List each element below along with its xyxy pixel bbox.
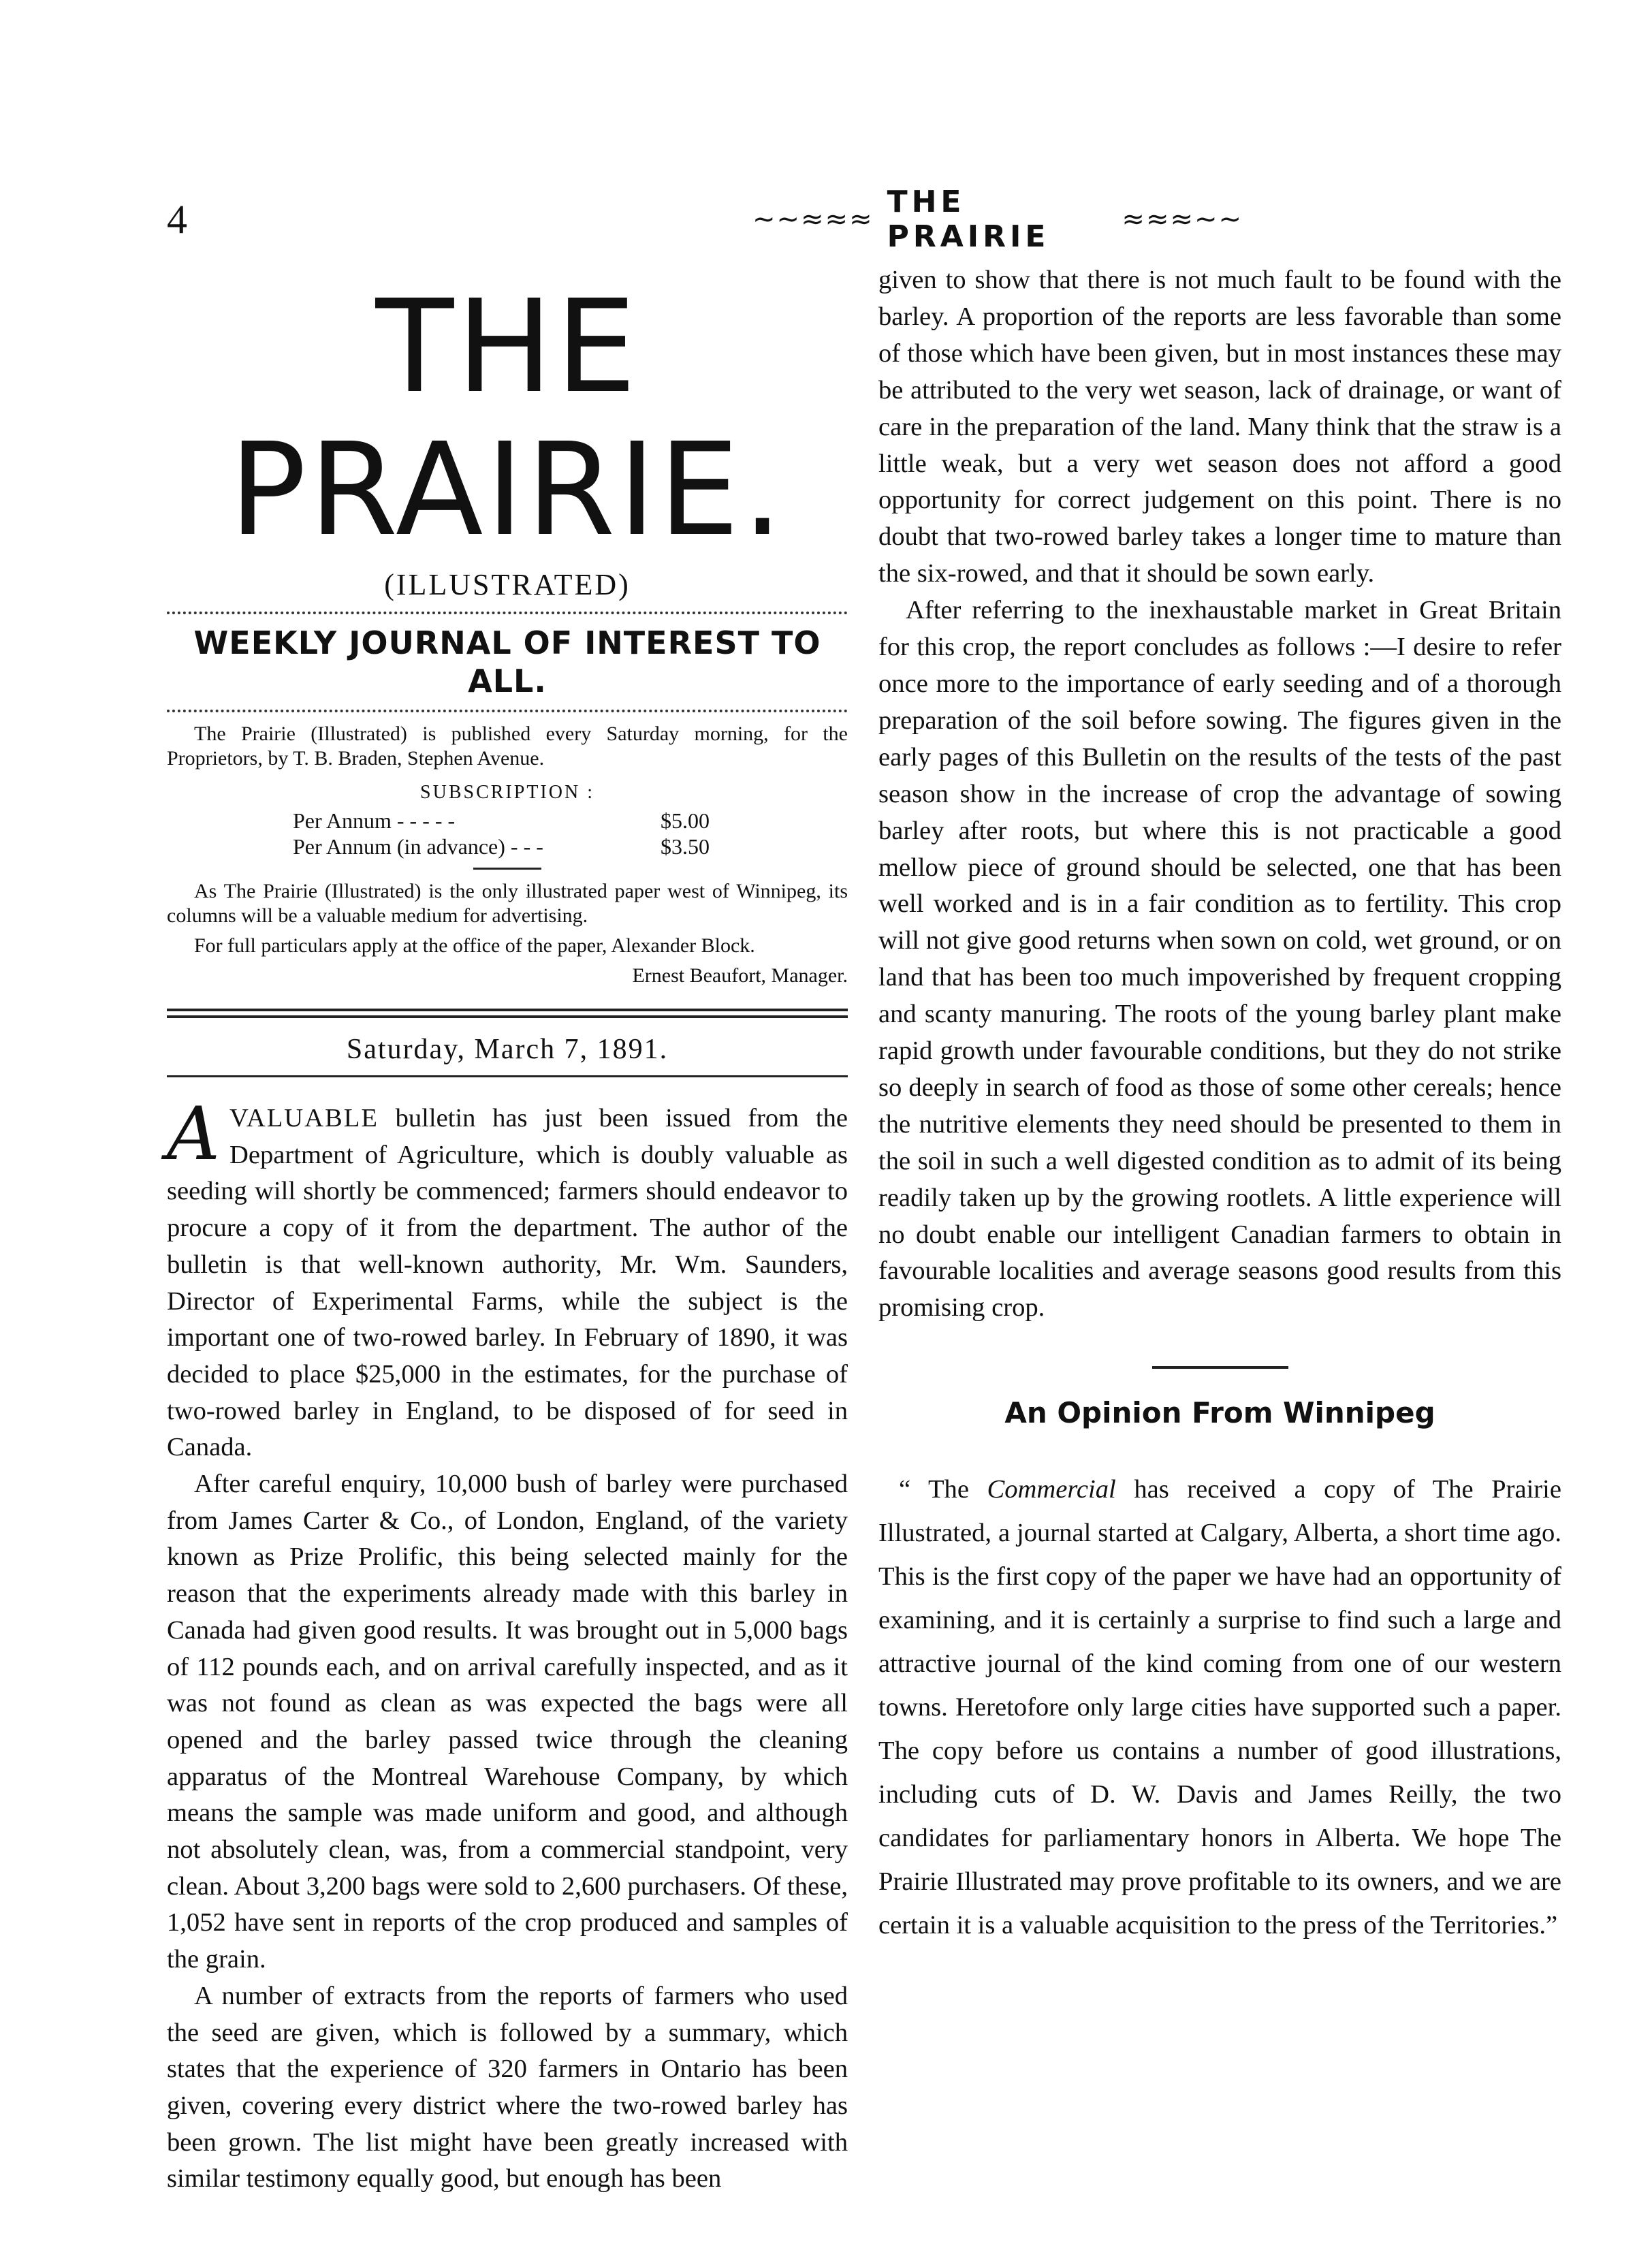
price-value: $3.50 — [661, 834, 710, 859]
manager-signature: Ernest Beaufort, Manager. — [632, 964, 848, 987]
dateline-divider — [167, 1075, 848, 1077]
masthead-subtitle: (ILLUSTRATED) — [384, 568, 631, 601]
particulars-notice: For full particulars apply at the office of the paper, Alexander Block. — [194, 934, 755, 957]
article-body-right — [878, 262, 1561, 1327]
quote-paragraph — [878, 1468, 1561, 1947]
price-row — [293, 834, 742, 859]
quote-text: has received a copy of The Prairie Illustrated, a journal started at Calgary, Alberta, a short time ago. This is the first copy of the paper we have had an opportunity of examining, and it is certainly a surprise to find such a large and attractive journal of the kind coming from one of our western towns. Heretofore only large cities have supported such a paper. The copy before us contains a number of good illustrations, including cuts of D. W. Davis and James Reilly, the two candidates for parliamentary honors in Alberta. We hope The Prairie Illustrated may prove profitable to its owners, and we are certain it is a valuable acquisition to the press of the Territories.” — [878, 1475, 1561, 1940]
article-paragraph: A number of extracts from the reports of farmers who used the seed are given, which is followed by a summary, which states that the experience of 320 farmers in Ontario has been given, covering every district where the two-rowed barley has been grown. The list might have been greatly increased with similar testimony equally good, but enough has been — [167, 1981, 848, 2193]
lead-caps: VALUABLE — [229, 1104, 379, 1132]
price-value: $5.00 — [661, 808, 710, 833]
article-paragraph — [167, 1092, 848, 1466]
article-paragraph: After careful enquiry, 10,000 bush of barley were purchased from James Carter & Co., of London, England, of the variety known as Prize Prolific, this being selected mainly for the reason that the experiments already made with this barley in Canada had given good results. It was brought out in 5,000 bags of 112 pounds each, and on arrival carefully inspected, and as it was not found as clean as was expected the bags were all opened and the barley passed twice through the cleaning apparatus of the Montreal Warehouse Company, by which means the sample was made uniform and good, and although not absolutely clean, was, from a commercial standpoint, very clean. About 3,200 bags were sold to 2,600 purchasers. Of these, 1,052 have sent in reports of the crop produced and samples of the grain. — [167, 1470, 848, 1974]
dotted-divider — [167, 710, 848, 712]
short-divider — [473, 868, 541, 870]
masthead-tagline: WEEKLY JOURNAL OF INTEREST TO ALL. — [193, 624, 821, 699]
subscription-label: SUBSCRIPTION : — [420, 782, 594, 803]
drop-cap: A — [167, 1092, 220, 1177]
price-label: Per Annum (in advance) - - - — [293, 834, 543, 859]
flourish-left-icon: ~~≈≈≈ — [752, 204, 874, 235]
page-number: 4 — [167, 197, 187, 242]
publisher-notice — [167, 722, 848, 988]
masthead-title: THE PRAIRIE. — [229, 272, 786, 565]
left-column — [167, 262, 848, 2198]
lead-text: bulletin has just been issued from the Department of Agriculture, which is doubly valuable as seeding will shortly be commenced; farmers should endeavor to procure a copy of it from the department. The author of the bulletin is that well-known authority, Mr. Wm. Saunders, Director of Experimental Farms, while the subject is the important one of two-rowed barley. In February of 1890, it was decided to place $25,000 in the estimates, for the purchase of two-rowed barley in England, to be disposed of for seed in Canada. — [167, 1104, 848, 1462]
price-label: Per Annum - - - - - — [293, 808, 456, 833]
section-heading: An Opinion From Winnipeg — [1004, 1396, 1435, 1430]
running-header — [167, 185, 1243, 254]
running-title-group — [752, 185, 1243, 254]
running-title: THE PRAIRIE — [887, 185, 1050, 254]
right-column — [878, 262, 1561, 1947]
price-row — [293, 808, 742, 834]
section-divider — [1152, 1366, 1288, 1369]
open-quote: “ The — [899, 1475, 987, 1504]
article-paragraph: After referring to the inexhaustable market in Great Britain for this crop, the report concludes as follows :—I desire to refer once more to the importance of early seeding and of a thorough preparation of the soil before sowing. The figures given in the early pages of this Bulletin on the results of the tests of the past season show in the increase of crop the advantage of sowing barley after roots, but where this is not practicable a good mellow piece of ground should be selected, one that has been well worked and is in a fair condition as to fertility. This crop will not give good returns when sown on cold, wet ground, or on land that has been too much impoverished by frequent cropping and scanty manuring. The roots of the young barley plant make rapid growth under favourable conditions, but they do not strike so deeply in search of food as those of some other cereals; hence the nutritive elements they need should be presented to them in the soil in such a well digested condition as to admit of its being readily taken up by the growing rootlets. A little experience will no doubt enable our intelligent Canadian farmers to obtain in favourable localities and average seasons good results from this promising crop. — [878, 596, 1561, 1322]
quote-source: Commercial — [987, 1475, 1116, 1504]
dateline: Saturday, March 7, 1891. — [346, 1034, 669, 1065]
publish-notice: The Prairie (Illustrated) is published every Saturday morning, for the Proprietors, by T. B. Braden, Stephen Avenue. — [167, 723, 848, 770]
opinion-quote — [878, 1468, 1561, 1947]
double-divider — [167, 1009, 848, 1018]
article-body-left — [167, 1092, 848, 2198]
dotted-divider — [167, 612, 848, 614]
flourish-right-icon: ≈≈≈~~ — [1122, 204, 1243, 235]
article-paragraph: given to show that there is not much fault to be found with the barley. A proportion of the reports are less favorable than some of those which have been given, but in most instances these may be attributed to the very wet season, lack of drainage, or want of care in the preparation of the land. Many think that the straw is a little weak, but a very wet season does not afford a good opportunity for correct judgement on this point. There is no doubt that two-rowed barley takes a longer time to mature than the six-rowed, and that it should be sown early. — [878, 266, 1561, 588]
advertising-notice: As The Prairie (Illustrated) is the only illustrated paper west of Winnipeg, its columns will be a valuable medium for advertising. — [167, 880, 848, 927]
